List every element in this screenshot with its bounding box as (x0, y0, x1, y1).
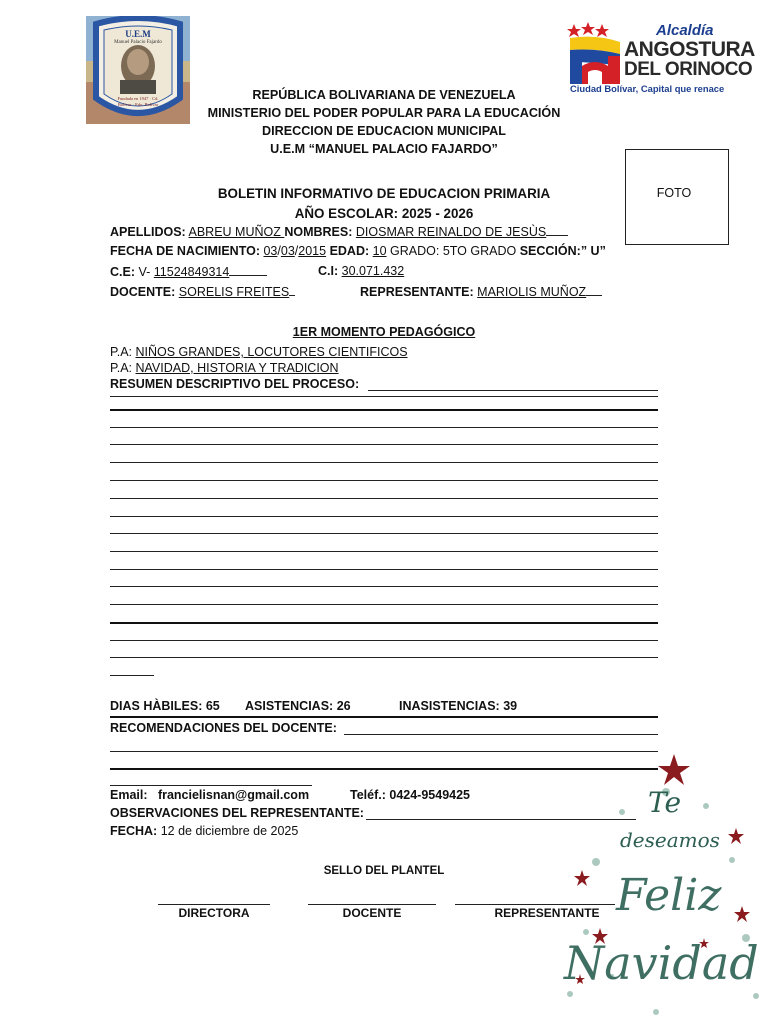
row-docente (110, 282, 295, 301)
writing-line (110, 427, 658, 428)
fecha-label: FECHA: (110, 824, 158, 838)
signature-line-docente (308, 904, 436, 905)
recomendaciones-fill-line (344, 734, 658, 735)
header-republic: REPÚBLICA BOLIVARIANA DE VENEZUELA (252, 88, 516, 102)
tel-label: Teléf.: (350, 788, 386, 802)
star-icon (734, 906, 750, 922)
alcaldia-logo (566, 22, 758, 96)
row-ids (110, 262, 267, 281)
fecha-value: 12 de diciembre de 2025 (160, 824, 299, 838)
docente-label: DOCENTE: (110, 285, 176, 299)
writing-line (110, 657, 658, 658)
signature-directora: DIRECTORA (178, 906, 250, 920)
photo-box-label: FOTO (656, 186, 692, 200)
row-fecha (110, 822, 298, 840)
star-icon (728, 828, 744, 844)
birth-label: FECHA DE NACIMIENTO: (110, 244, 260, 258)
fill-line (229, 262, 267, 276)
tel-value: 0424-9549425 (389, 788, 471, 802)
birth-year: 2015 (298, 244, 327, 258)
fill-line (289, 282, 295, 296)
writing-line (110, 396, 658, 397)
recomendaciones-label: RECOMENDACIONES DEL DOCENTE: (110, 721, 337, 735)
bulletin-title: BOLETIN INFORMATIVO DE EDUCACION PRIMARIA (217, 186, 551, 201)
row-email (110, 786, 309, 804)
email-label: Email: (110, 788, 148, 802)
writing-line (110, 462, 658, 463)
writing-line (110, 444, 658, 445)
row-birth: FECHA DE NACIMIENTO: 03/03/2015 EDAD: 10 GRADO: 5TO GRADO SECCIÓN:” U” (110, 244, 606, 258)
header-school: U.E.M “MANUEL PALACIO FAJARDO” (270, 142, 498, 156)
representante-value: MARIOLIS MUÑOZ (477, 285, 587, 299)
christmas-tree-decoration (556, 742, 764, 1024)
pa2-label: P.A: (110, 361, 133, 375)
apellidos-label: APELLIDOS: (110, 225, 186, 239)
signature-line-directora (158, 904, 270, 905)
writing-line (110, 533, 658, 534)
age-label: EDAD: (329, 244, 370, 258)
alcaldia-logo-line1: Alcaldía (656, 22, 714, 39)
christmas-text-te: Te (648, 786, 682, 819)
row-inasistencias (399, 697, 517, 715)
signature-docente: DOCENTE (342, 906, 402, 920)
star-icon (574, 870, 590, 886)
row-ci (318, 262, 404, 280)
christmas-text-feliz: Feliz (616, 870, 722, 921)
representante-label: REPRESENTANTE: (360, 285, 474, 299)
writing-line (110, 622, 658, 624)
asistencias-label: ASISTENCIAS: (245, 699, 334, 713)
momento-title: 1ER MOMENTO PEDAGÓGICO (292, 325, 476, 339)
pa2-value: NAVIDAD, HISTORIA Y TRADICION (135, 361, 339, 375)
writing-line (110, 604, 658, 605)
school-logo-bottom-text: Fundada en 1947 · Cd. Bolívar · Edo. Bolívar (117, 96, 159, 107)
signature-representante: REPRESENTANTE (494, 906, 600, 920)
docente-value: SORELIS FREITES (178, 285, 290, 299)
row-asistencias (245, 697, 351, 715)
ce-label: C.E: (110, 265, 135, 279)
birth-month: 03 (280, 244, 295, 258)
school-logo-ring-text: Manuel Palacio Fajardo (114, 40, 162, 45)
writing-line (110, 409, 658, 411)
star-icon (658, 754, 690, 785)
row-representante (360, 282, 602, 301)
writing-line (110, 516, 658, 517)
section-value: SECCIÓN:” U” (519, 244, 606, 258)
ce-prefix: V- (138, 265, 151, 279)
writing-line (110, 586, 658, 587)
grade-value: GRADO: 5TO GRADO (390, 244, 517, 258)
dias-label: DIAS HÀBILES: (110, 699, 203, 713)
writing-line (110, 551, 658, 552)
attendance-line (110, 716, 658, 718)
pa1-label: P.A: (110, 345, 133, 359)
ci-label: C.I: (318, 264, 339, 278)
school-year: AÑO ESCOLAR: 2025 - 2026 (294, 206, 474, 221)
fill-line (546, 222, 568, 236)
inasistencias-label: INASISTENCIAS: (399, 699, 500, 713)
apellidos-value: ABREU MUÑOZ (188, 225, 285, 239)
ci-value: 30.071.432 (341, 264, 405, 278)
email-value: francielisnan@gmail.com (157, 788, 310, 802)
resumen-fill-line (368, 390, 658, 391)
photo-box (625, 149, 729, 245)
writing-line (110, 640, 658, 641)
ce-value: 11524849314 (153, 265, 230, 279)
age-value: 10 (372, 244, 387, 258)
alcaldia-logo-tagline: Ciudad Bolívar, Capital que renace (570, 83, 725, 94)
inasistencias-value: 39 (503, 699, 518, 713)
christmas-text-navidad: Navidad (564, 936, 759, 990)
resumen-label: RESUMEN DESCRIPTIVO DEL PROCESO: (110, 377, 360, 391)
row-attendance (110, 697, 220, 715)
pa1-value: NIÑOS GRANDES, LOCUTORES CIENTIFICOS (135, 345, 408, 359)
observaciones-label: OBSERVACIONES DEL REPRESENTANTE: (110, 806, 364, 820)
writing-line (110, 480, 658, 481)
fill-line (586, 282, 602, 296)
alcaldia-logo-line3: DEL ORINOCO (624, 59, 753, 80)
alcaldia-logo-line2: ANGOSTURA (624, 38, 755, 61)
header-direction: DIRECCION DE EDUCACION MUNICIPAL (262, 124, 506, 138)
dias-value: 65 (205, 699, 220, 713)
writing-line (110, 569, 658, 570)
header-ministry: MINISTERIO DEL PODER POPULAR PARA LA EDUCACIÓN (207, 106, 561, 120)
christmas-text-deseamos: deseamos (620, 828, 720, 852)
school-logo-top-text: U.E.M (125, 29, 151, 39)
sello-label: SELLO DEL PLANTEL (323, 865, 445, 877)
row-names (110, 222, 568, 241)
asistencias-value: 26 (336, 699, 351, 713)
writing-line-short (110, 675, 154, 676)
nombres-value: DIOSMAR REINALDO DE JESÙS (355, 225, 547, 239)
nombres-label: NOMBRES: (284, 225, 353, 239)
writing-line (110, 498, 658, 499)
row-tel (350, 786, 470, 804)
birth-day: 03 (263, 244, 278, 258)
